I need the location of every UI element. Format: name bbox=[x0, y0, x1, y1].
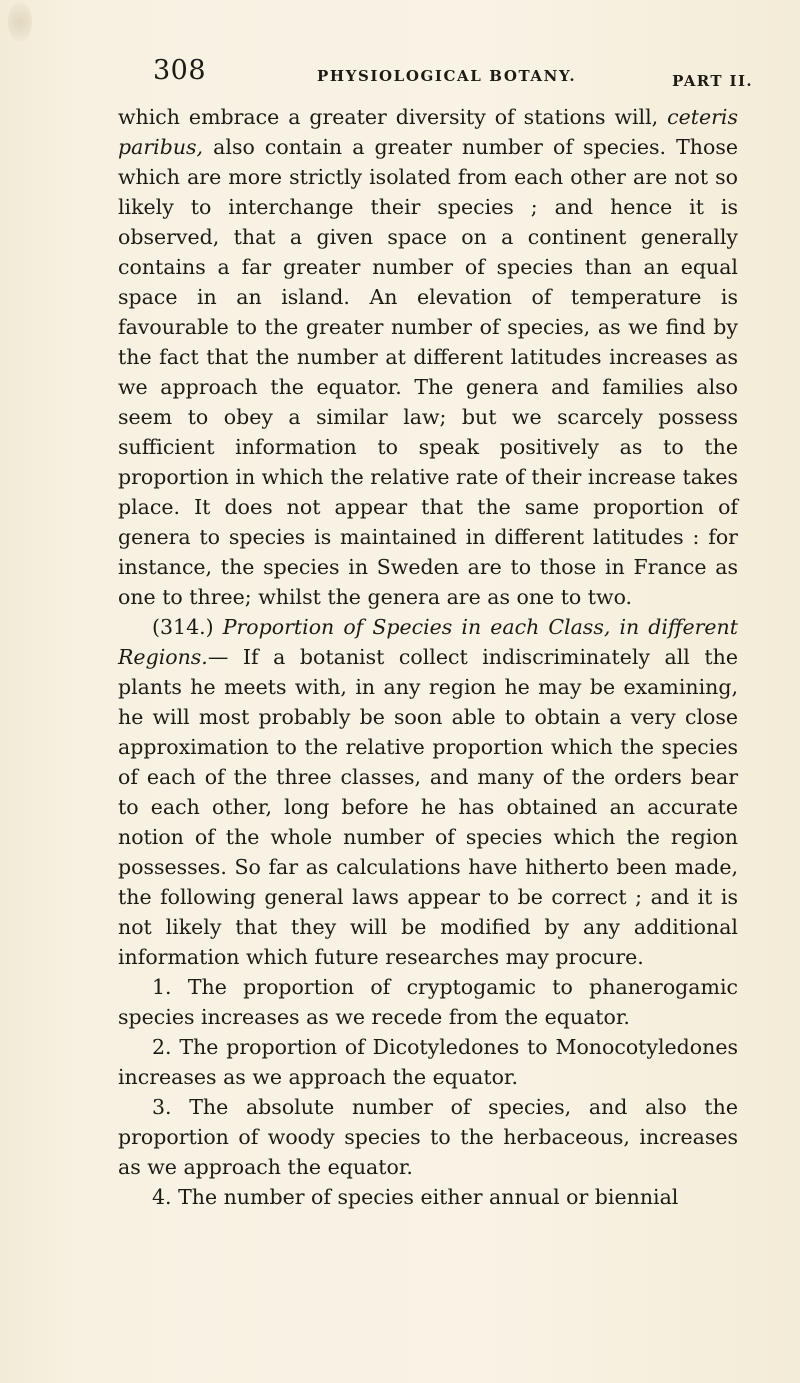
text-run: also contain a greater number of species. Those which are more strictly isolated from each other are not so likely to interchange their species ; and hence it is observed, that a given space on a continent generally contains a far greater number of species than an equal space in an island. An elevation of temperature is favourable to the greater number of species, as we find by the fact that the number at different latitudes increases as we approach the equator. The genera and families also seem to obey a similar law; but we scarcely possess sufficient information to speak positively as to the proportion in which the relative rate of their increase takes place. It does not appear that the same proportion of genera to species is maintained in different latitudes : for instance, the species in Sweden are to those in France as one to three; whilst the genera are as one to two. bbox=[118, 135, 738, 609]
page-number: 308 bbox=[153, 55, 207, 86]
body-text bbox=[118, 102, 738, 1212]
text-run: 4. The number of species either annual or biennial bbox=[152, 1185, 679, 1209]
paragraph-continuation bbox=[118, 102, 738, 612]
law-item-3 bbox=[118, 1092, 738, 1182]
running-head: PHYSIOLOGICAL BOTANY. bbox=[317, 67, 577, 85]
section-paragraph bbox=[118, 612, 738, 972]
text-run: 1. The proportion of cryptogamic to phanerogamic species increases as we recede from the equator. bbox=[118, 975, 738, 1029]
section-heading: Proportion of Species in each Class, in different Regions. bbox=[118, 615, 738, 669]
law-item-2 bbox=[118, 1032, 738, 1092]
text-run: 3. The absolute number of species, and also the proportion of woody species to the herbaceous, increases as we approach the equator. bbox=[118, 1095, 738, 1179]
law-item-4 bbox=[118, 1182, 738, 1212]
text-run: 2. The proportion of Dicotyledones to Monocotyledones increases as we approach the equator. bbox=[118, 1035, 738, 1089]
text-run: which embrace a greater diversity of stations will, bbox=[118, 105, 668, 129]
section-number: (314.) bbox=[152, 615, 223, 639]
latin-phrase: ceteris paribus, bbox=[118, 105, 738, 159]
part-label: PART II. bbox=[672, 72, 753, 90]
law-item-1 bbox=[118, 972, 738, 1032]
page-header bbox=[0, 0, 800, 90]
text-run: — If a botanist collect indiscriminately all the plants he meets with, in any region he may be examining, he will most probably be soon able to obtain a very close approximation to the relative proportion which the species of each of the three classes, and many of the orders bear to each other, long before he has obtained an accurate notion of the whole number of species which the region possesses. So far as calculations have hitherto been made, the following general laws appear to be correct ; and it is not likely that they will be modified by any additional information which future researches may procure. bbox=[118, 645, 738, 969]
